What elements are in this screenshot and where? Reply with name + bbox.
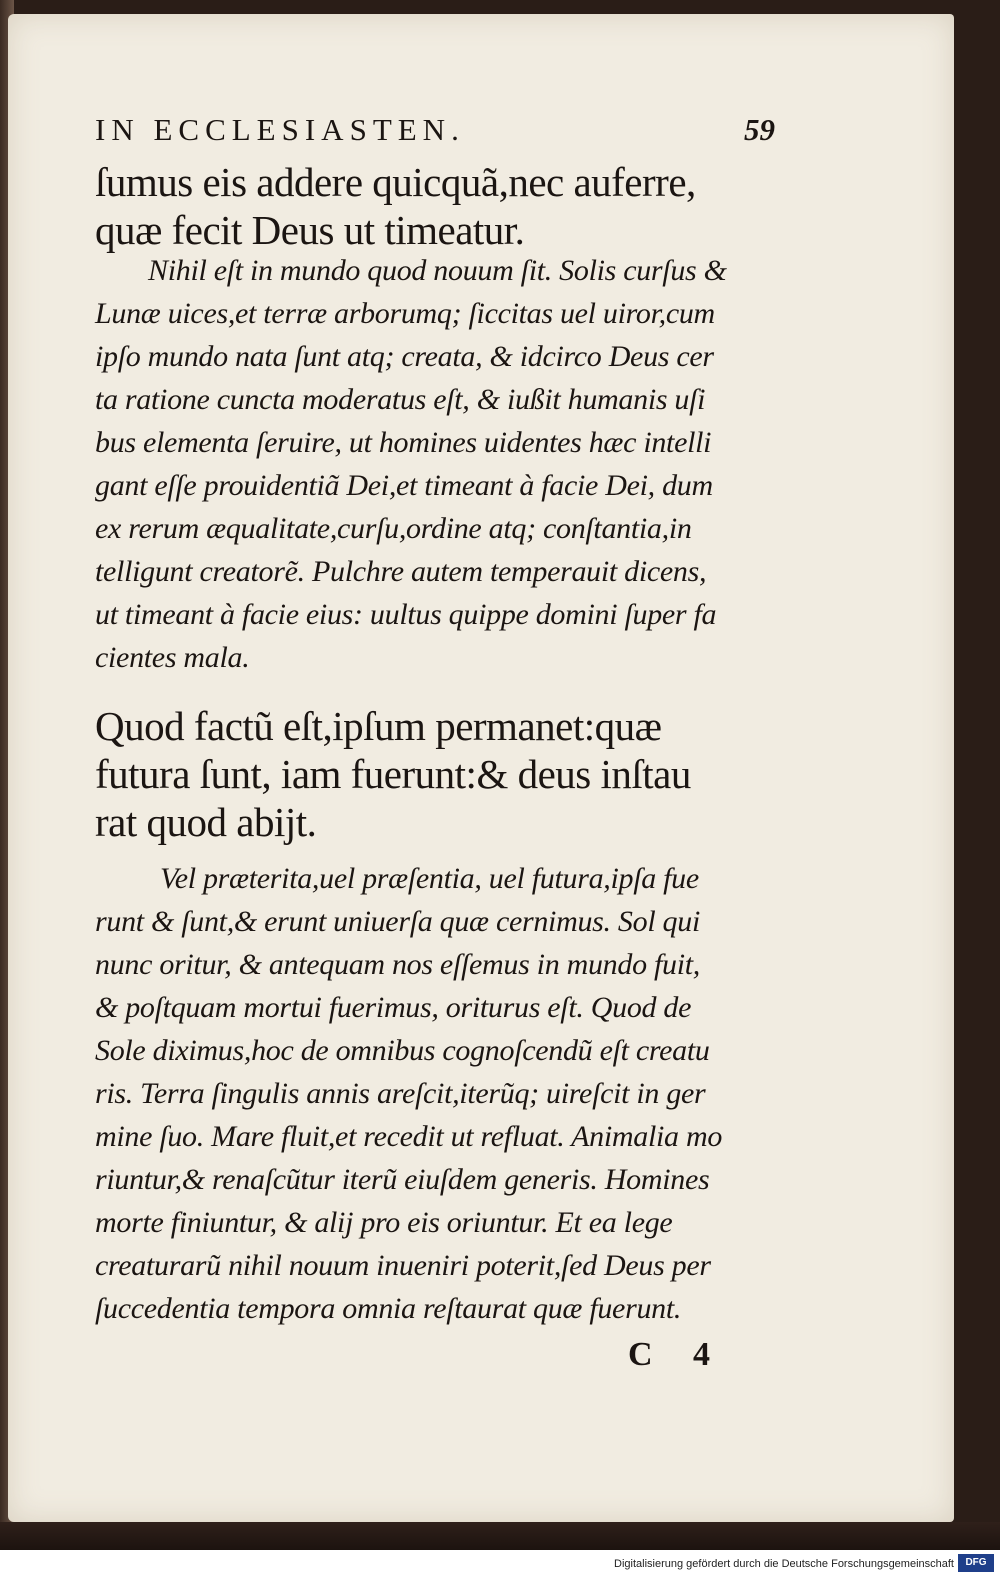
commentary2-line: ſuccedentia tempora omnia reſtaurat quæ fuerunt. — [95, 1292, 682, 1325]
verse2-line: rat quod abijt. — [95, 799, 317, 845]
dfg-logo: DFG — [958, 1554, 994, 1572]
commentary2-line: mine ſuo. Mare fluit,et recedit ut refluat. Animalia mo — [95, 1120, 723, 1153]
signature-mark: C 4 — [628, 1336, 727, 1373]
commentary2-line: ris. Terra ſingulis annis areſcit,iterũq; uireſcit in ger — [95, 1077, 706, 1110]
commentary2-line: Vel præterita,uel præſentia, uel futura,ipſa fue — [160, 862, 699, 895]
commentary2-line: & poſtquam mortui fuerimus, oriturus eſt. Quod de — [95, 991, 692, 1024]
commentary1-line: cientes mala. — [95, 641, 250, 674]
verse2-line: futura ſunt, iam fuerunt:& deus inſtau — [95, 751, 691, 797]
folio-number: 59 — [744, 112, 775, 147]
verse2-line: Quod factũ eſt,ipſum permanet:quæ — [95, 703, 662, 749]
running-header — [95, 112, 775, 152]
book-bottom-edge — [0, 1522, 1000, 1550]
commentary2-line: riuntur,& renaſcũtur iterũ eiuſdem generis. Homines — [95, 1163, 710, 1196]
commentary2-line: Sole diximus,hoc de omnibus cognoſcendũ eſt creatu — [95, 1034, 710, 1067]
verse1-line: ſumus eis addere quicquã,nec auferre, — [95, 159, 696, 205]
footer-credit: Digitalisierung gefördert durch die Deutsche Forschungsgemeinschaft — [614, 1558, 954, 1570]
verse1-line: quæ fecit Deus ut timeatur. — [95, 207, 525, 253]
commentary1-line: Lunæ uices,et terræ arborumq; ſiccitas uel uiror,cum — [95, 297, 715, 330]
commentary1-line: ipſo mundo nata ſunt atq; creata, & idcirco Deus cer — [95, 340, 714, 373]
commentary2-line: runt & ſunt,& erunt uniuerſa quæ cernimus. Sol qui — [95, 905, 700, 938]
commentary1-line: ut timeant à facie eius: uultus quippe domini ſuper fa — [95, 598, 717, 631]
commentary1-line: bus elementa ſeruire, ut homines uidentes hæc intelli — [95, 426, 712, 459]
commentary2-line: creaturarũ nihil nouum inueniri poterit,ſed Deus per — [95, 1249, 711, 1282]
commentary1-line: ta ratione cuncta moderatus eſt, & iußit humanis uſi — [95, 383, 706, 416]
running-title: IN ECCLESIASTEN. — [95, 112, 465, 147]
commentary1-line: gant eſſe prouidentiã Dei,et timeant à facie Dei, dum — [95, 469, 713, 502]
commentary2-line: nunc oritur, & antequam nos eſſemus in mundo fuit, — [95, 948, 700, 981]
commentary1-line: ex rerum æqualitate,curſu,ordine atq; conſtantia,in — [95, 512, 692, 545]
commentary2-line: morte finiuntur, & alij pro eis oriuntur. Et ea lege — [95, 1206, 673, 1239]
commentary1-line: telligunt creatorẽ. Pulchre autem temperauit dicens, — [95, 555, 707, 588]
commentary1-line: Nihil eſt in mundo quod nouum ſit. Solis curſus & — [148, 254, 727, 287]
